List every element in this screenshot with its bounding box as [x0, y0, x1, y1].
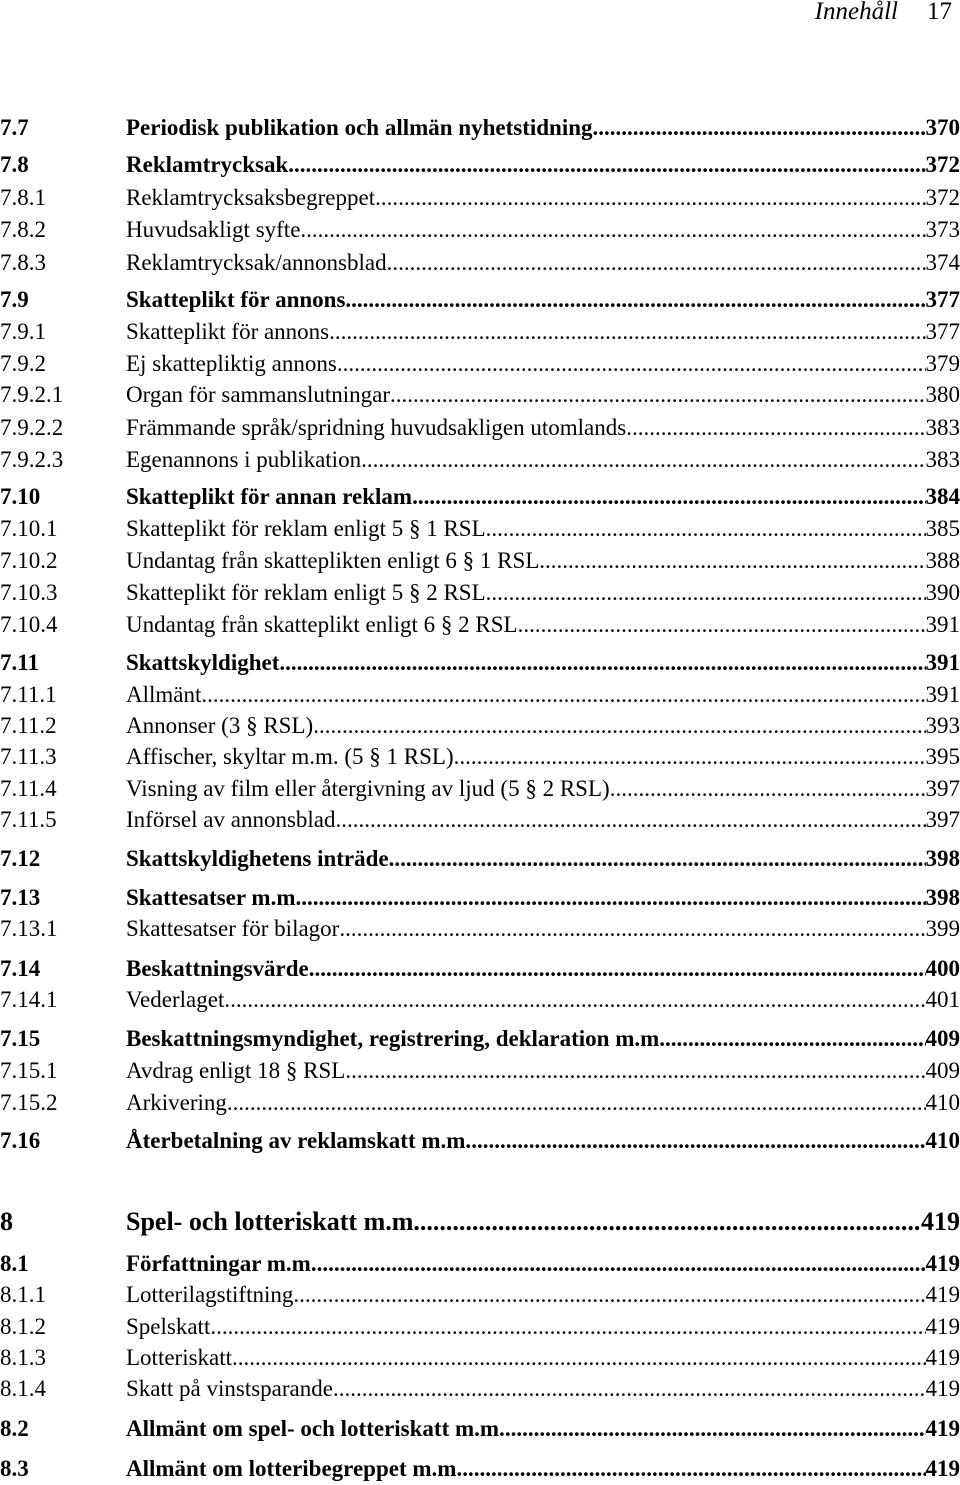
toc-title: Periodisk publikation och allmän nyhetstidning [126, 115, 593, 140]
toc-row [0, 1344, 960, 1372]
toc-row [0, 986, 960, 1014]
dot-leader [454, 743, 926, 771]
toc-title: Undantag från skatteplikten enligt 6 § 1 RSL [126, 548, 540, 573]
toc-section-number: 8.2 [0, 1416, 29, 1441]
toc-row [0, 249, 960, 277]
toc-page-number: 400 [925, 956, 960, 981]
toc-row [0, 216, 960, 244]
toc-row [0, 1313, 960, 1341]
toc-title: Beskattningsvärde [126, 956, 309, 981]
dot-leader [293, 1281, 925, 1309]
toc-title: Huvudsakligt syfte [126, 217, 301, 242]
toc-title: Arkivering [126, 1090, 227, 1115]
dot-leader [390, 381, 925, 409]
toc-row [0, 712, 960, 740]
toc-entry [126, 1089, 960, 1117]
toc-section-number: 7.8.1 [0, 185, 46, 210]
toc-page-number: 401 [925, 987, 960, 1012]
toc-row [0, 845, 960, 873]
toc-page-number: 419 [925, 1456, 960, 1481]
toc-page-number: 383 [925, 447, 960, 472]
dot-leader [300, 216, 925, 244]
toc-section-number: 7.10.2 [0, 548, 58, 573]
toc-row [0, 547, 960, 575]
toc-entry [126, 845, 960, 873]
toc-title: Avdrag enligt 18 § RSL [126, 1058, 346, 1083]
toc-title: Annonser (3 § RSL) [126, 713, 314, 738]
dot-leader [232, 1344, 925, 1372]
toc-title: Ej skattepliktig annons [126, 351, 337, 376]
toc-title: Skattskyldighetens inträde [126, 846, 389, 871]
toc-title: Lotterilagstiftning [126, 1282, 294, 1307]
toc-page-number: 399 [925, 916, 960, 941]
toc-page-number: 409 [925, 1026, 960, 1051]
toc-row [0, 1250, 960, 1278]
dot-leader [413, 1208, 921, 1236]
toc-entry [126, 318, 960, 346]
toc-section-number: 7.10.1 [0, 516, 58, 541]
toc-entry [126, 381, 960, 409]
toc-section-number: 7.16 [0, 1128, 41, 1153]
toc-page-number: 372 [925, 185, 960, 210]
toc-row [0, 318, 960, 346]
toc-title: Författningar m.m [126, 1251, 311, 1276]
toc-page-number: 410 [925, 1090, 960, 1115]
toc-row [0, 414, 960, 442]
toc-section-number: 7.11.3 [0, 744, 57, 769]
toc-page-number: 388 [925, 548, 960, 573]
toc-title: Skatteplikt för annons [126, 287, 346, 312]
dot-leader [336, 806, 926, 834]
toc-row [0, 1281, 960, 1309]
toc-title: Allmänt [126, 682, 202, 707]
toc-entry [126, 649, 960, 677]
toc-section-number: 7.13 [0, 885, 41, 910]
toc-row [0, 884, 960, 912]
toc-page-number: 390 [925, 580, 960, 605]
toc-title: Skatt på vinstsparande [126, 1376, 333, 1401]
dot-leader [309, 955, 926, 983]
toc-entry [126, 986, 960, 1014]
toc-page-number: 383 [925, 415, 960, 440]
toc-row [0, 806, 960, 834]
toc-section-number: 7.10.4 [0, 612, 58, 637]
toc-title: Återbetalning av reklamskatt m.m. [126, 1128, 472, 1153]
toc-section-number: 7.15 [0, 1026, 41, 1051]
toc-title: Reklamtrycksak [126, 152, 289, 177]
dot-leader [505, 1415, 926, 1443]
toc-section-number: 7.14.1 [0, 987, 58, 1012]
toc-section-number: 8.1 [0, 1251, 29, 1276]
toc-page-number: 377 [925, 319, 960, 344]
toc-page-number: 373 [925, 217, 960, 242]
toc-entry [126, 216, 960, 244]
toc-title: Beskattningsmyndighet, registrering, deklaration m.m. [126, 1026, 666, 1051]
toc-section-number: 7.11.5 [0, 807, 57, 832]
toc-section-number: 7.9.2.2 [0, 415, 64, 440]
toc-row [0, 1415, 960, 1443]
dot-leader [311, 1250, 926, 1278]
toc-row [0, 681, 960, 709]
toc-page-number: 419 [925, 1314, 960, 1339]
toc-entry [126, 286, 960, 314]
toc-entry [126, 1344, 960, 1372]
toc-title: Affischer, skyltar m.m. (5 § 1 RSL) [126, 744, 454, 769]
toc-row [0, 775, 960, 803]
toc-entry [126, 884, 960, 912]
dot-leader [539, 547, 925, 575]
toc-page-number: 397 [925, 807, 960, 832]
toc-entry [126, 547, 960, 575]
toc-section-number: 7.11.4 [0, 776, 57, 801]
toc-section-number: 7.9.2.3 [0, 447, 64, 472]
toc-title: Skatteplikt för annons [126, 319, 330, 344]
toc-page-number: 370 [925, 115, 960, 140]
dot-leader [462, 1455, 925, 1483]
toc-section-number: 7.11.1 [0, 682, 57, 707]
toc-row [0, 955, 960, 983]
dot-leader [387, 249, 926, 277]
toc-entry [126, 1250, 960, 1278]
dot-leader [210, 1313, 925, 1341]
toc-title: Egenannons i publikation [126, 447, 362, 472]
dot-leader [626, 414, 925, 442]
toc-section-number: 7.15.1 [0, 1058, 58, 1083]
toc-page-number: 395 [925, 744, 960, 769]
toc-section-number: 7.12 [0, 846, 41, 871]
toc-row [0, 1089, 960, 1117]
dot-leader [665, 1025, 925, 1053]
dot-leader [610, 775, 926, 803]
toc-section-number: 8.1.4 [0, 1376, 46, 1401]
toc-entry [126, 1415, 960, 1443]
toc-title: Undantag från skatteplikt enligt 6 § 2 RSL [126, 612, 518, 637]
toc-page-number: 393 [925, 713, 960, 738]
toc-page-number: 419 [921, 1207, 960, 1236]
toc-row [0, 1057, 960, 1085]
toc-page-number: 379 [925, 351, 960, 376]
toc-entry [126, 1455, 960, 1483]
toc-title: Skatteplikt för annan reklam [126, 484, 413, 509]
dot-leader [345, 1057, 925, 1085]
toc-entry [126, 806, 960, 834]
toc-section-number: 7.9.2.1 [0, 382, 64, 407]
dot-leader [279, 649, 925, 677]
dot-leader [471, 1127, 925, 1155]
toc-page-number: 419 [925, 1376, 960, 1401]
toc-row [0, 915, 960, 943]
toc-page-number: 419 [925, 1345, 960, 1370]
toc-section-number: 7.10 [0, 484, 41, 509]
dot-leader [361, 446, 925, 474]
toc-page-number: 419 [925, 1251, 960, 1276]
toc-title: Visning av film eller återgivning av ljud (5 § 2 RSL) [126, 776, 610, 801]
toc-page-number: 384 [925, 484, 960, 509]
toc-entry [126, 446, 960, 474]
toc-row [0, 1208, 960, 1236]
toc-entry [126, 743, 960, 771]
page-header [0, 0, 960, 26]
toc-page-number: 398 [925, 885, 960, 910]
toc-entry [126, 775, 960, 803]
toc-entry [126, 249, 960, 277]
toc-section-number: 7.8.2 [0, 217, 46, 242]
toc-entry [126, 915, 960, 943]
toc-row [0, 184, 960, 212]
dot-leader [227, 1089, 926, 1117]
dot-leader [593, 114, 926, 142]
dot-leader [518, 611, 926, 639]
toc-row [0, 1025, 960, 1053]
toc-title: Skatteplikt för reklam enligt 5 § 1 RSL [126, 516, 486, 541]
toc-section-number: 7.7 [0, 115, 29, 140]
dot-leader [486, 515, 926, 543]
toc-row [0, 151, 960, 179]
toc-page-number: 391 [925, 682, 960, 707]
toc-section-number: 7.8.3 [0, 250, 46, 275]
toc-title: Införsel av annonsblad [126, 807, 336, 832]
toc-section-number: 7.9 [0, 287, 29, 312]
toc-section-number: 7.11 [0, 650, 39, 675]
toc-section-number: 8.1.3 [0, 1345, 46, 1370]
toc-section-number: 8.1.1 [0, 1282, 46, 1307]
toc-entry [126, 515, 960, 543]
toc-page-number: 385 [925, 516, 960, 541]
toc-page-number: 377 [925, 287, 960, 312]
toc-entry [126, 955, 960, 983]
toc-section-number: 7.10.3 [0, 580, 58, 605]
toc-title: Reklamtrycksak/annonsblad [126, 250, 387, 275]
toc-section-number: 8.1.2 [0, 1314, 46, 1339]
toc-entry [126, 1281, 960, 1309]
toc-title: Skatteplikt för reklam enligt 5 § 2 RSL [126, 580, 486, 605]
toc-entry [126, 611, 960, 639]
toc-row [0, 515, 960, 543]
toc-row [0, 1375, 960, 1403]
toc-title: Spelskatt [126, 1314, 211, 1339]
toc-row [0, 579, 960, 607]
toc-row [0, 350, 960, 378]
dot-leader [329, 318, 925, 346]
dot-leader [224, 986, 925, 1014]
dot-leader [375, 184, 925, 212]
dot-leader [345, 286, 925, 314]
page-number: 17 [927, 0, 952, 25]
toc-entry [126, 1313, 960, 1341]
toc-title: Allmänt om lotteribegreppet m.m. [126, 1456, 463, 1481]
dot-leader [288, 151, 925, 179]
toc-title: Skattesatser m.m. [126, 885, 302, 910]
toc-title: Vederlaget [126, 987, 225, 1012]
toc-row [0, 743, 960, 771]
toc-entry [126, 414, 960, 442]
toc-row [0, 114, 960, 142]
dot-leader [339, 915, 925, 943]
toc-page-number: 419 [925, 1282, 960, 1307]
toc-section-number: 8 [0, 1207, 13, 1236]
toc-entry [126, 151, 960, 179]
toc-entry [126, 114, 960, 142]
toc-row [0, 446, 960, 474]
toc-page-number: 391 [925, 650, 960, 675]
toc-title: Lotteriskatt [126, 1345, 233, 1370]
dot-leader [333, 1375, 926, 1403]
toc-title: Främmande språk/spridning huvudsakligen utomlands [126, 415, 627, 440]
toc-entry [126, 350, 960, 378]
toc-entry [126, 712, 960, 740]
toc-entry [126, 1375, 960, 1403]
toc-entry [126, 1208, 960, 1236]
toc-row [0, 483, 960, 511]
dot-leader [301, 884, 925, 912]
dot-leader [201, 681, 925, 709]
dot-leader [412, 483, 925, 511]
running-header-title: Innehåll [814, 0, 898, 25]
toc-title: Skattskyldighet [126, 650, 280, 675]
dot-leader [486, 579, 926, 607]
toc-entry [126, 1025, 960, 1053]
toc-entry [126, 1057, 960, 1085]
toc-section-number: 7.11.2 [0, 713, 57, 738]
toc-row [0, 649, 960, 677]
toc-row [0, 1127, 960, 1155]
toc-entry [126, 483, 960, 511]
toc-title: Skattesatser för bilagor [126, 916, 340, 941]
toc-page-number: 372 [925, 152, 960, 177]
toc-entry [126, 1127, 960, 1155]
toc-section-number: 8.3 [0, 1456, 29, 1481]
toc-page-number: 409 [925, 1058, 960, 1083]
toc-page-number: 398 [925, 846, 960, 871]
toc-section-number: 7.8 [0, 152, 29, 177]
dot-leader [389, 845, 926, 873]
toc-section-number: 7.14 [0, 956, 41, 981]
toc-page-number: 380 [925, 382, 960, 407]
toc-section-number: 7.13.1 [0, 916, 58, 941]
toc-page-number: 419 [925, 1416, 960, 1441]
dot-leader [337, 350, 926, 378]
toc-page-number: 410 [925, 1128, 960, 1153]
toc-row [0, 611, 960, 639]
toc-row [0, 1455, 960, 1483]
toc-title: Organ för sammanslutningar [126, 382, 391, 407]
toc-page-number: 397 [925, 776, 960, 801]
toc-page-number: 374 [925, 250, 960, 275]
toc-section-number: 7.15.2 [0, 1090, 58, 1115]
toc-entry [126, 184, 960, 212]
toc-title: Allmänt om spel- och lotteriskatt m.m. [126, 1416, 505, 1441]
toc-row [0, 381, 960, 409]
toc-row [0, 286, 960, 314]
toc-section-number: 7.9.1 [0, 319, 46, 344]
toc-entry [126, 579, 960, 607]
toc-title: Spel- och lotteriskatt m.m [126, 1207, 414, 1236]
dot-leader [313, 712, 925, 740]
toc-section-number: 7.9.2 [0, 351, 46, 376]
toc-title: Reklamtrycksaksbegreppet [126, 185, 376, 210]
toc-entry [126, 681, 960, 709]
toc-page-number: 391 [925, 612, 960, 637]
